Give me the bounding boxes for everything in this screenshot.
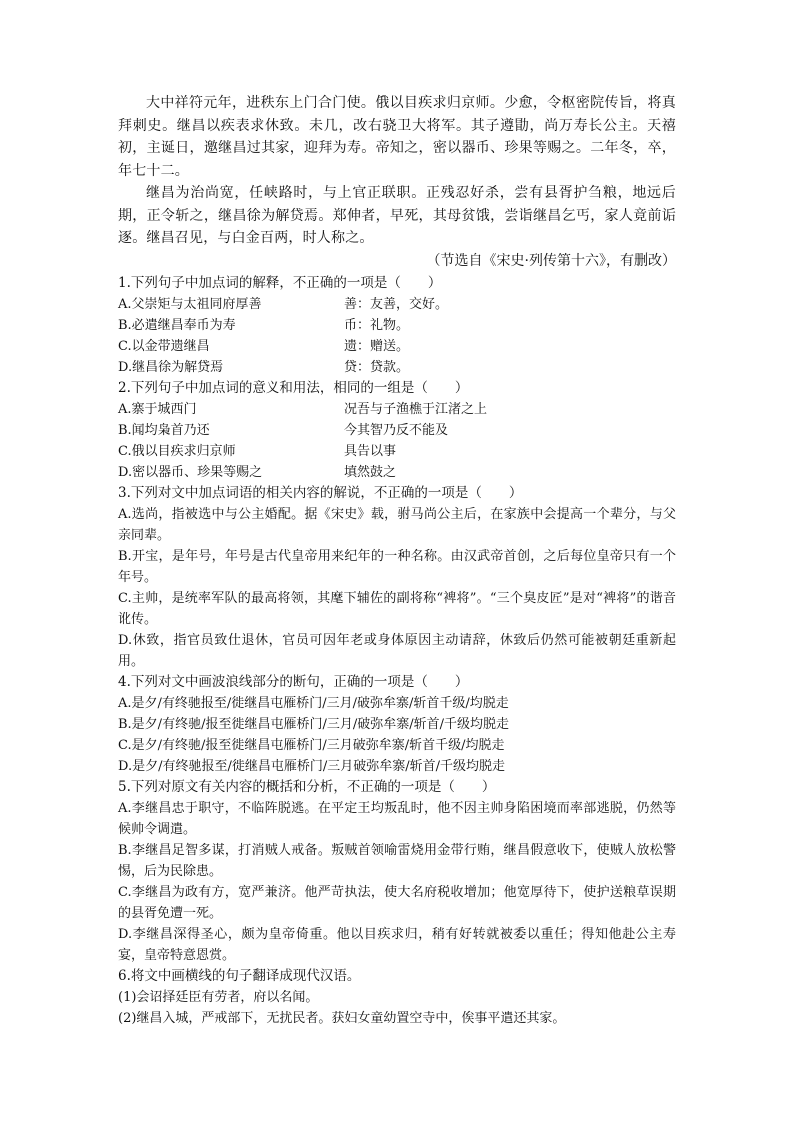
question-4: [118, 672, 676, 777]
question-4-option-d: D.是夕/有终驰报至/徙继昌屯雁桥门/三月破弥牟寨/斩首/千级均脱走: [118, 759, 505, 774]
option-a-comparison: 况吾与子渔樵于江渚之上: [344, 402, 488, 417]
passage-paragraph-1: 大中祥符元年，进秩东上门合门使。俄以目疾求归京师。少愈，令枢密院传旨，将真拜刺史。继昌以疾表求休致。未几，改右骁卫大将军。其子遵勖，尚万寿长公主。天禧初，主诞日，邀继昌过其家，迎拜为寿。帝知之，密以器币、珍果等赐之。二年冬，卒，年七十二。: [118, 95, 676, 179]
question-1-option-d: [118, 357, 676, 378]
question-3: [118, 483, 676, 672]
question-2-option-d: [118, 462, 676, 483]
option-d-comparison: 填然鼓之: [344, 465, 397, 480]
option-d-sentence: D.密以器币、珍果等赐之: [118, 465, 263, 480]
question-3-stem: 3.下列对文中加点词语的相关内容的解说，不正确的一项是（ ）: [118, 485, 523, 501]
question-6-stem: 6.将文中画横线的句子翻译成现代汉语。: [118, 968, 361, 984]
question-5-option-d: D.李继昌深得圣心，颇为皇帝倚重。他以目疾求归，稍有好转就被委以重任；得知他赴公主寿宴，皇帝特意恩赏。: [118, 927, 676, 963]
question-6-item-1: (1)会诏择廷臣有劳者，府以名闻。: [118, 990, 319, 1005]
question-2-option-a: [118, 399, 676, 420]
question-5-option-b: B.李继昌足智多谋，打消贼人戒备。叛贼首领喻雷烧用金带行贿，继昌假意收下，使贼人放松警惕，后为民除患。: [118, 843, 676, 879]
option-b-sentence: B.必遣继昌奉币为寿: [118, 318, 236, 333]
question-2-option-c: [118, 441, 676, 462]
question-1-option-b: [118, 315, 676, 336]
passage-source: （节选自《宋史·列传第十六》，有删改）: [426, 252, 676, 269]
option-b-sentence: B.闻均枭首乃还: [118, 423, 210, 438]
option-c-gloss: 遗：赠送。: [344, 339, 410, 354]
question-3-option-d: D.休致，指官员致仕退休，官员可因年老或身体原因主动请辞，休致后仍然可能被朝廷重新起用。: [118, 633, 676, 669]
option-d-gloss: 贷：贷款。: [344, 360, 410, 375]
option-a-sentence: A.寨于城西门: [118, 402, 197, 417]
option-c-sentence: C.俄以目疾求归京师: [118, 444, 236, 459]
question-1: [118, 273, 676, 378]
question-4-stem: 4.下列对文中画波浪线部分的断句，正确的一项是（ ）: [118, 674, 469, 690]
question-3-option-b: B.开宝，是年号，年号是古代皇帝用来纪年的一种名称。由汉武帝首创，之后每位皇帝只有一个年号。: [118, 549, 676, 585]
question-1-stem: 1.下列句子中加点词的解释，不正确的一项是（ ）: [118, 275, 442, 291]
question-2-stem: 2.下列句子中加点词的意义和用法，相同的一组是（ ）: [118, 380, 469, 396]
question-1-option-a: [118, 294, 676, 315]
option-b-comparison: 今其智乃反不能及: [344, 423, 449, 438]
option-b-gloss: 币：礼物。: [344, 318, 410, 333]
option-c-comparison: 具告以事: [344, 444, 397, 459]
question-3-option-c: C.主帅，是统率军队的最高将领，其麾下辅佐的副将称“裨将”。“三个臭皮匠”是对“裨将”的谐音讹传。: [118, 591, 676, 627]
question-5-stem: 5.下列对原文有关内容的概括和分析，不正确的一项是（ ）: [118, 779, 496, 795]
option-d-sentence: D.继昌徐为解贷焉: [118, 360, 224, 375]
option-a-gloss: 善：友善，交好。: [344, 297, 449, 312]
question-5-option-a: A.李继昌忠于职守，不临阵脱逃。在平定王均叛乱时，他不因主帅身陷困境而率部逃脱，仍然等候帅令调遣。: [118, 801, 676, 837]
passage-paragraph-2: 继昌为治尚宽，任峡路时，与上官正联职。正残忍好杀，尝有县胥护刍粮，地远后期，正令斩之，继昌徐为解贷焉。郑伸者，早死，其母贫饿，尝诣继昌乞丐，家人竟前诟逐。继昌召见，与白金百两，时人称之。: [118, 185, 676, 246]
option-c-sentence: C.以金带遗继昌: [118, 339, 210, 354]
question-2-option-b: [118, 420, 676, 441]
question-1-option-c: [118, 336, 676, 357]
question-5-option-c: C.李继昌为政有方，宽严兼济。他严苛执法，使大名府税收增加；他宽厚待下，使护送粮草误期的县胥免遭一死。: [118, 885, 676, 921]
question-6-item-2: (2)继昌入城，严戒部下，无扰民者。获妇女童幼置空寺中，俟事平遣还其家。: [118, 1011, 566, 1026]
question-5: [118, 777, 676, 966]
option-a-sentence: A.父崇矩与太祖同府厚善: [118, 297, 262, 312]
question-4-option-c: C.是夕/有终驰/报至徙继昌屯雁桥门/三月破弥牟寨/斩首千级/均脱走: [118, 738, 505, 753]
question-4-option-a: A.是夕/有终驰报至/徙继昌屯雁桥门/三月/破弥牟寨/斩首千级/均脱走: [118, 696, 509, 711]
question-2: [118, 378, 676, 483]
question-4-option-b: B.是夕/有终驰/报至徙继昌屯雁桥门/三月/破弥牟寨/斩首/千级均脱走: [118, 717, 509, 732]
question-3-option-a: A.选尚，指被选中与公主婚配。据《宋史》载，驸马尚公主后，在家族中会提高一个辈分，与父亲同辈。: [118, 507, 676, 543]
question-6: [118, 966, 676, 1029]
